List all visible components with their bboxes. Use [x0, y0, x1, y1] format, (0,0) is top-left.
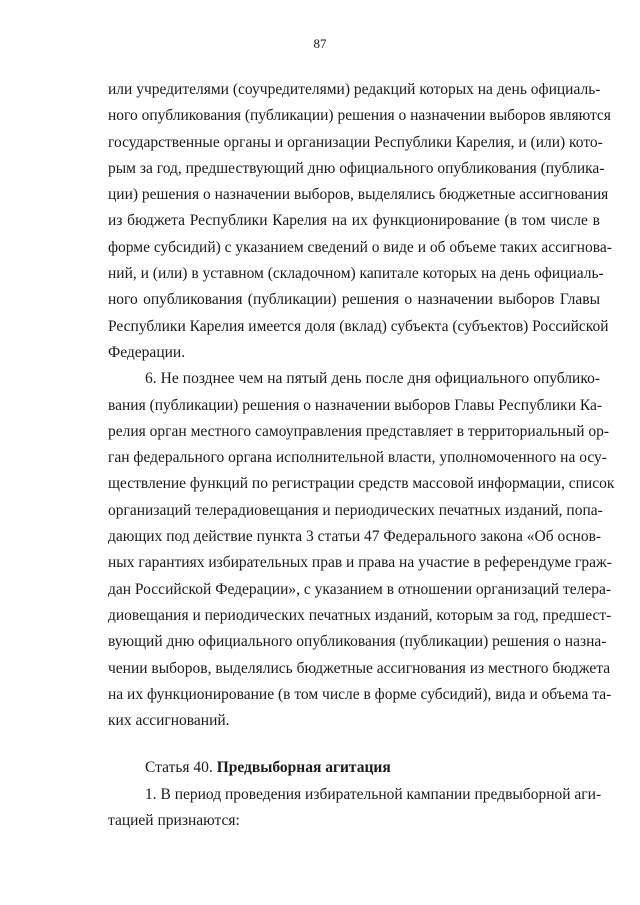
spacer — [108, 734, 600, 755]
text-line: государственные органы и организации Республики Карелия, и (или) кото- — [108, 133, 603, 151]
text-line: ществление функций по регистрации средств массовой информации, список — [108, 475, 615, 493]
article-heading — [108, 755, 600, 781]
text-line: или учредителями (соучредителями) редакций которых на день официаль- — [108, 81, 601, 98]
text-line: из бюджета Республики Карелия на их функционирование (в том числе в — [108, 212, 600, 230]
text-line: ного опубликования (публикации) решения о назначении выборов Главы — [108, 291, 600, 309]
text-line: вующий дню официального опубликования (публикации) решения о назна- — [108, 633, 607, 651]
text-line: вания (публикации) решения о назначении выборов Главы Республики Ка- — [108, 396, 603, 414]
text-line: дающих под действие пункта 3 статьи 47 Федерального закона «Об основ- — [108, 528, 602, 546]
page-number: 87 — [313, 36, 327, 51]
text-line: тацией признаются: — [108, 812, 240, 830]
text-line: диовещания и периодических печатных изданий, которым за год, предшест- — [108, 606, 612, 624]
text-line: форме субсидий) с указанием сведений о виде и об объеме таких ассигнова- — [108, 238, 612, 256]
text-line: ний, и (или) в уставном (складочном) капитале которых на день официаль- — [108, 265, 604, 283]
paragraph-item-1 — [108, 782, 600, 835]
text-line: Республики Карелия имеется доля (вклад) субъекта (субъектов) Российской — [108, 317, 609, 335]
text-line: на их функционирование (в том числе в форме субсидий), вида и объема та- — [108, 685, 612, 703]
text-line: ции) решения о назначении выборов, выделялись бюджетные ассигнования — [108, 186, 609, 204]
article-number: Статья 40. — [145, 759, 217, 777]
text-line: ных гарантиях избирательных прав и права на участие в референдуме граж- — [108, 554, 612, 572]
text-line: 6. Не позднее чем на пятый день после дня официального опублико- — [145, 370, 600, 388]
text-line: Федерации. — [108, 343, 186, 361]
article-title: Предвыборная агитация — [216, 759, 391, 777]
text-line: ких ассигнований. — [108, 712, 230, 730]
document-body — [108, 77, 615, 834]
text-line: ган федерального органа исполнительной власти, уполномоченного на осу- — [108, 449, 607, 467]
text-line: 1. В период проведения избирательной кампании предвыборной аги- — [145, 785, 602, 803]
text-line: дан Российской Федерации», с указанием в отношении организаций телера- — [108, 580, 612, 598]
text-line: ного опубликования (публикации) решения о назначении выборов являются — [108, 107, 611, 125]
text-line: чении выборов, выделялись бюджетные ассигнования из местного бюджета — [108, 659, 611, 677]
paragraph-continuation — [108, 77, 612, 366]
paragraph-item-6 — [108, 366, 615, 734]
text-line: рым за год, предшествующий дню официального опубликования (публика- — [108, 159, 605, 177]
text-line: релия орган местного самоуправления представляет в территориальный ор- — [108, 422, 610, 440]
text-line: организаций телерадиовещания и периодических печатных изданий, попа- — [108, 501, 603, 519]
